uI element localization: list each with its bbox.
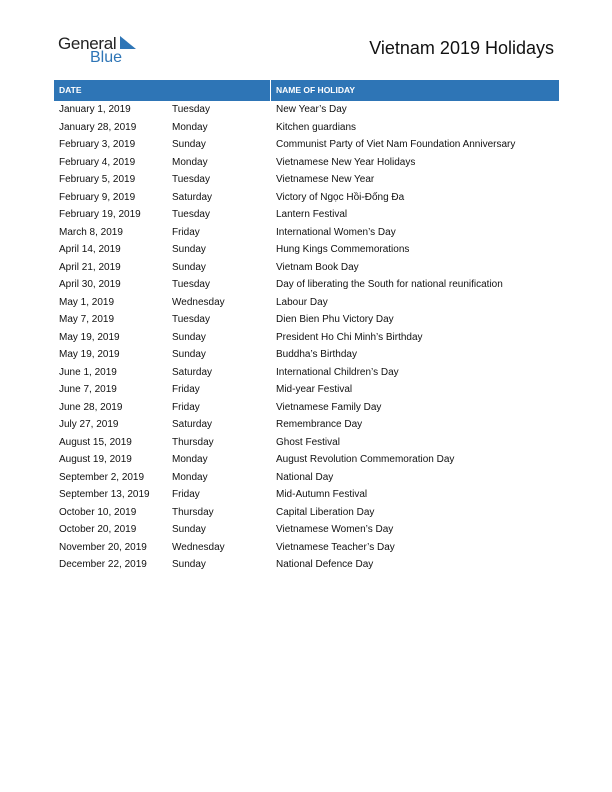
row-holiday-name: Dien Bien Phu Victory Day (276, 314, 394, 325)
table-row (54, 241, 559, 259)
row-weekday: Sunday (172, 261, 206, 273)
row-holiday-name: Vietnam Book Day (276, 261, 359, 273)
row-weekday: Wednesday (172, 541, 225, 553)
row-weekday: Friday (172, 401, 200, 413)
row-weekday: Tuesday (172, 174, 210, 185)
row-weekday: Monday (172, 454, 208, 465)
row-date: June 1, 2019 (59, 366, 117, 378)
table-row (54, 451, 559, 469)
table-row (54, 434, 559, 452)
row-weekday: Sunday (172, 139, 206, 150)
row-holiday-name: Communist Party of Viet Nam Foundation Anniversary (276, 139, 516, 150)
row-date: August 15, 2019 (59, 436, 132, 448)
row-weekday: Saturday (172, 366, 213, 378)
table-row (54, 206, 559, 224)
row-date: May 19, 2019 (59, 349, 120, 360)
table-row (54, 416, 559, 434)
row-holiday-name: New Year’s Day (276, 104, 347, 115)
table-row (54, 101, 559, 119)
row-weekday: Saturday (172, 191, 213, 203)
table-row (54, 224, 559, 242)
row-weekday: Monday (172, 471, 208, 483)
table-row (54, 381, 559, 399)
row-holiday-name: President Ho Chi Minh’s Birthday (276, 331, 423, 343)
header-holiday-name: NAME OF HOLIDAY (276, 85, 356, 95)
row-holiday-name: Hung Kings Commemorations (276, 244, 410, 255)
row-weekday: Monday (172, 156, 208, 168)
row-weekday: Tuesday (172, 314, 210, 325)
row-weekday: Sunday (172, 331, 206, 343)
row-date: October 20, 2019 (59, 524, 137, 535)
table-row (54, 154, 559, 172)
row-date: July 27, 2019 (59, 419, 119, 430)
row-date: December 22, 2019 (59, 559, 147, 570)
row-holiday-name: National Day (276, 471, 334, 483)
logo-general-text: General (58, 34, 117, 53)
row-date: February 3, 2019 (59, 139, 136, 150)
logo-blue-text: Blue (90, 49, 123, 66)
holiday-table (54, 80, 559, 574)
header-divider (270, 80, 271, 101)
table-row (54, 259, 559, 277)
row-holiday-name: Kitchen guardians (276, 121, 357, 133)
row-date: April 30, 2019 (59, 279, 121, 290)
table-row (54, 346, 559, 364)
row-date: September 2, 2019 (59, 471, 145, 483)
table-row (54, 521, 559, 539)
table-body (54, 101, 559, 574)
row-weekday: Tuesday (172, 209, 210, 220)
row-holiday-name: National Defence Day (276, 559, 374, 570)
table-row (54, 171, 559, 189)
row-weekday: Sunday (172, 349, 206, 360)
row-date: October 10, 2019 (59, 506, 137, 518)
row-holiday-name: Remembrance Day (276, 419, 363, 430)
row-date: April 21, 2019 (59, 261, 121, 273)
row-date: March 8, 2019 (59, 226, 123, 238)
header-date: DATE (59, 85, 82, 95)
row-holiday-name: Ghost Festival (276, 436, 340, 448)
row-holiday-name: Vietnamese Teacher’s Day (276, 541, 395, 553)
row-holiday-name: Vietnamese Women’s Day (276, 524, 394, 535)
generalblue-logo (58, 34, 148, 68)
row-weekday: Friday (172, 226, 200, 238)
row-weekday: Sunday (172, 244, 206, 255)
row-holiday-name: Mid-year Festival (276, 384, 353, 395)
table-row (54, 504, 559, 522)
table-row (54, 486, 559, 504)
row-holiday-name: International Women’s Day (276, 226, 396, 238)
row-weekday: Sunday (172, 524, 206, 535)
row-holiday-name: Mid-Autumn Festival (276, 489, 368, 500)
row-weekday: Sunday (172, 559, 206, 570)
row-holiday-name: August Revolution Commemoration Day (276, 454, 455, 465)
row-holiday-name: Vietnamese New Year Holidays (276, 156, 416, 168)
row-weekday: Friday (172, 489, 200, 500)
row-holiday-name: Lantern Festival (276, 209, 348, 220)
row-weekday: Tuesday (172, 104, 210, 115)
row-date: May 1, 2019 (59, 296, 115, 308)
page-title: Vietnam 2019 Holidays (369, 38, 554, 58)
row-date: February 4, 2019 (59, 156, 136, 168)
row-date: February 9, 2019 (59, 191, 136, 203)
row-date: February 5, 2019 (59, 174, 136, 185)
row-date: May 7, 2019 (59, 314, 115, 325)
row-weekday: Friday (172, 384, 200, 395)
table-row (54, 136, 559, 154)
row-weekday: Thursday (172, 436, 214, 448)
row-holiday-name: Vietnamese Family Day (276, 401, 382, 413)
row-date: January 1, 2019 (59, 104, 131, 115)
table-row (54, 119, 559, 137)
row-weekday: Tuesday (172, 279, 210, 290)
row-date: June 28, 2019 (59, 401, 123, 413)
table-row (54, 556, 559, 574)
table-header (54, 80, 559, 101)
row-date: February 19, 2019 (59, 209, 141, 220)
table-row (54, 469, 559, 487)
row-holiday-name: Buddha’s Birthday (276, 349, 357, 360)
logo-triangle-icon (120, 36, 136, 49)
row-holiday-name: Day of liberating the South for national reunification (276, 279, 503, 290)
row-holiday-name: International Children’s Day (276, 366, 399, 378)
table-row (54, 364, 559, 382)
row-holiday-name: Victory of Ngọc Hồi-Đống Đa (276, 191, 405, 203)
row-holiday-name: Capital Liberation Day (276, 506, 375, 518)
row-date: June 7, 2019 (59, 384, 117, 395)
row-date: September 13, 2019 (59, 489, 150, 500)
row-date: January 28, 2019 (59, 121, 137, 133)
row-date: August 19, 2019 (59, 454, 132, 465)
row-holiday-name: Labour Day (276, 296, 328, 308)
table-row (54, 276, 559, 294)
table-row (54, 539, 559, 557)
table-row (54, 294, 559, 312)
row-weekday: Monday (172, 121, 208, 133)
row-weekday: Saturday (172, 419, 213, 430)
row-date: April 14, 2019 (59, 244, 121, 255)
row-date: May 19, 2019 (59, 331, 120, 343)
row-weekday: Thursday (172, 506, 214, 518)
row-weekday: Wednesday (172, 296, 225, 308)
table-row (54, 311, 559, 329)
table-row (54, 399, 559, 417)
row-date: November 20, 2019 (59, 541, 147, 553)
table-row (54, 189, 559, 207)
row-holiday-name: Vietnamese New Year (276, 174, 375, 185)
table-row (54, 329, 559, 347)
